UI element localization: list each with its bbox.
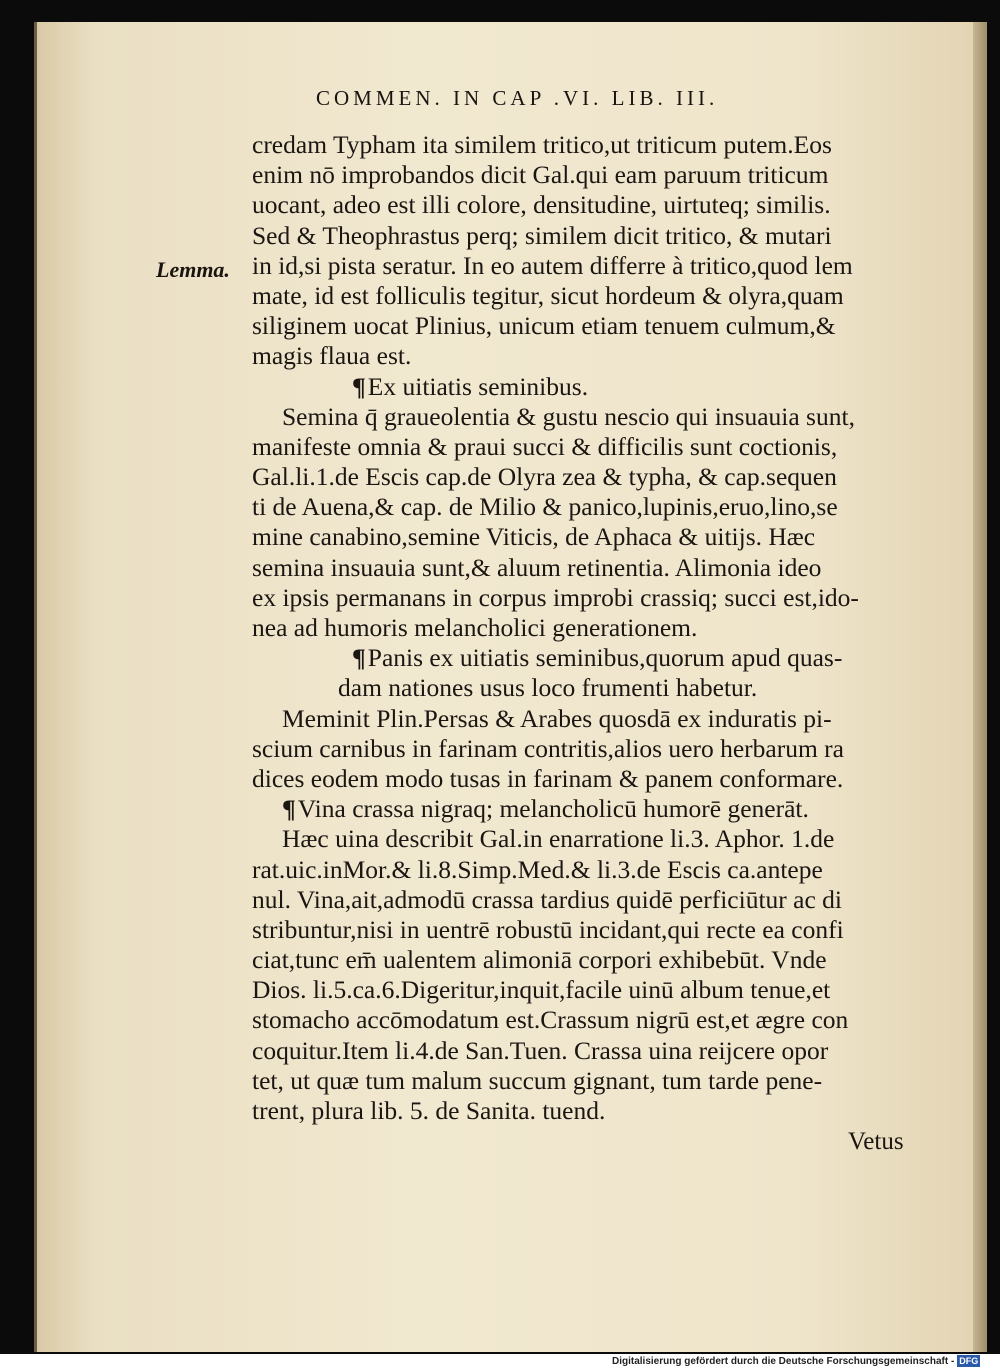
line-text: ti de Auena,& cap. de Milio & panico,lupinis,eruo,lino,se	[252, 492, 838, 522]
line-text: Dios. li.5.ca.6.Digeritur,inquit,facile uinū album tenue,et	[252, 975, 831, 1005]
line-text: uocant, adeo est illi colore, densitudine, uirtuteq; similis.	[252, 190, 831, 220]
line-text: siliginem uocat Plinius, unicum etiam tenuem culmum,&	[252, 311, 836, 341]
line-text: dam nationes usus loco frumenti habetur.	[338, 673, 758, 703]
text-line	[252, 794, 932, 824]
text-line	[252, 704, 932, 734]
line-text: dices eodem modo tusas in farinam & panem conformare.	[252, 763, 844, 793]
line-text: ciat,tunc em̄ ualentem alimoniā corpori exhibebūt. Vnde	[252, 945, 827, 975]
line-text: rat.uic.inMor.& li.8.Simp.Med.& li.3.de Escis ca.antepe	[252, 854, 823, 884]
text-line	[252, 734, 932, 764]
text-line	[252, 1036, 932, 1066]
line-text: credam Typham ita similem tritico,ut triticum putem.Eos	[252, 130, 832, 159]
line-text: stribuntur,nisi in uentrē robustū incidant,qui recte ea confi	[252, 914, 844, 944]
text-line	[252, 160, 932, 190]
line-text: mine canabino,semine Viticis, de Aphaca & uitijs. Hæc	[252, 522, 816, 552]
line-text: trent, plura lib. 5. de Sanita. tuend.	[252, 1096, 606, 1125]
text-line	[252, 281, 932, 311]
text-line	[252, 341, 932, 371]
line-text: magis flaua est.	[252, 341, 412, 371]
paragraph-mark: ¶	[282, 794, 296, 824]
text-line	[252, 1096, 932, 1126]
text-line	[252, 613, 932, 643]
funding-footer	[612, 1354, 980, 1370]
text-line	[252, 583, 932, 613]
text-line	[252, 945, 932, 975]
line-text: Hæc uina describit Gal.in enarratione li.3. Aphor. 1.de	[282, 824, 835, 854]
text-line	[252, 643, 932, 673]
text-line	[252, 372, 932, 402]
text-line	[252, 311, 932, 341]
text-line	[252, 462, 932, 492]
line-text: Panis ex uitiatis seminibus,quorum apud quas-	[367, 643, 843, 673]
text-line	[252, 764, 932, 794]
text-line	[252, 492, 932, 522]
line-text: coquitur.Item li.4.de San.Tuen. Crassa uina reijcere opor	[252, 1035, 829, 1065]
line-text: Sed & Theophrastus perq; similem dicit tritico, & mutari	[252, 220, 832, 250]
line-text: enim nō improbandos dicit Gal.qui eam paruum triticum	[252, 160, 829, 190]
line-text: scium carnibus in farinam contritis,alios uero herbarum ra	[252, 733, 844, 763]
text-line	[252, 522, 932, 552]
text-line	[252, 824, 932, 854]
line-text: Meminit Plin.Persas & Arabes quosdā ex induratis pi-	[282, 703, 832, 733]
line-text: in id,si pista seratur. In eo autem differre à tritico,quod lem	[252, 250, 853, 280]
text-line	[252, 402, 932, 432]
text-line	[252, 855, 932, 885]
line-text: stomacho accōmodatum est.Crassum nigrū est,et ægre con	[252, 1005, 849, 1035]
line-text: nul. Vina,ait,admodū crassa tardius quidē perficiūtur ac di	[252, 884, 842, 914]
text-line	[252, 915, 932, 945]
line-text: Ex uitiatis seminibus.	[367, 371, 589, 401]
text-line	[252, 975, 932, 1005]
line-text: mate, id est folliculis tegitur, sicut hordeum & olyra,quam	[252, 280, 844, 310]
line-text: nea ad humoris melancholici generationem.	[252, 613, 698, 642]
margin-note: Lemma.	[156, 257, 230, 282]
text-line	[252, 432, 932, 462]
page-gutter	[973, 22, 987, 1352]
text-line	[252, 1066, 932, 1096]
line-text: Vina crassa nigraq; melancholicū humorē generāt.	[297, 794, 809, 824]
paragraph-mark: ¶	[352, 371, 366, 401]
catchword: Vetus	[848, 1128, 904, 1155]
line-text: semina insuauia sunt,& aluum retinentia. Alimonia ideo	[252, 552, 822, 582]
text-line	[252, 221, 932, 251]
text-line	[252, 1005, 932, 1035]
text-line	[252, 553, 932, 583]
text-line	[252, 251, 932, 281]
text-line	[252, 885, 932, 915]
dfg-logo: DFG	[959, 1356, 979, 1366]
line-text: ex ipsis permanans in corpus improbi crassiq; succi est,ido-	[252, 582, 859, 612]
body-text	[252, 130, 932, 1126]
text-line	[252, 130, 932, 160]
text-line	[252, 673, 932, 703]
line-text: Gal.li.1.de Escis cap.de Olyra zea & typha, & cap.sequen	[252, 462, 837, 492]
paragraph-mark: ¶	[352, 643, 366, 673]
line-text: manifeste omnia & praui succi & difficilis sunt coctionis,	[252, 431, 838, 461]
text-line	[252, 190, 932, 220]
line-text: Semina q̄ graueolentia & gustu nescio qui insuauia sunt,	[282, 401, 855, 431]
running-header: COMMEN. IN CAP .VI. LIB. III.	[316, 86, 719, 110]
line-text: tet, ut quæ tum malum succum gignant, tum tarde pene-	[252, 1065, 823, 1095]
funding-notice: Digitalisierung gefördert durch die Deutsche Forschungsgemeinschaft -	[612, 1356, 955, 1367]
